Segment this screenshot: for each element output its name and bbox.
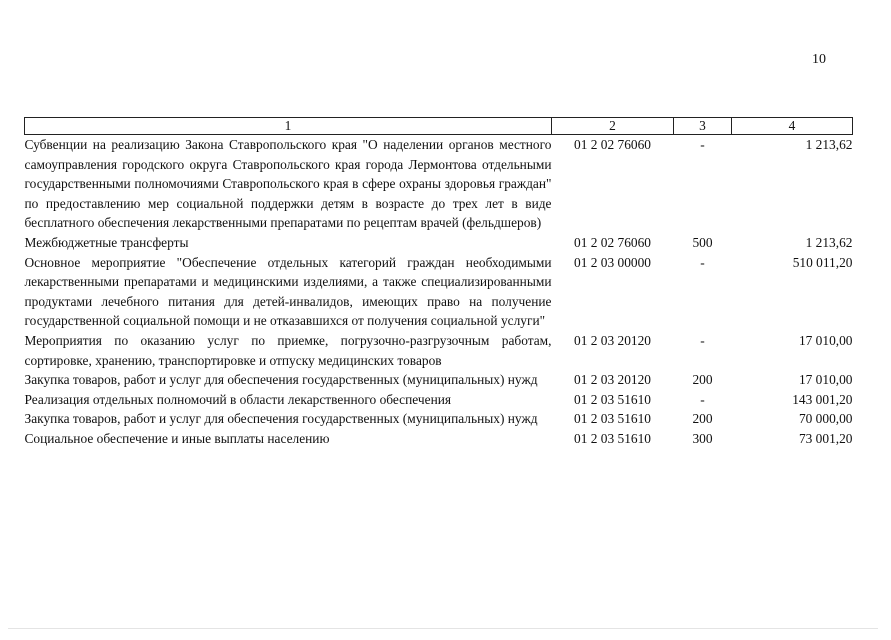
row-code: 01 2 03 51610	[574, 411, 651, 427]
column-header-4: 4	[732, 118, 853, 135]
row-code: 01 2 03 00000	[574, 254, 651, 270]
scan-edge-line	[8, 628, 878, 629]
row-amount: 70 000,00	[798, 411, 853, 427]
row-name: Реализация отдельных полномочий в области лекарственного обеспечения	[24, 391, 452, 407]
row-name: Основное мероприятие "Обеспечение отдельных категорий граждан необходимыми лекарственными препаратами и медицинскими изделиями, а также специализированными продуктами лечебного питания для детей-инвалидов, имеющих право на получение государственной социальной помощи и не отказавшихся от получения социальной услуги"	[24, 254, 552, 329]
table-row	[25, 233, 853, 253]
table-row	[25, 253, 853, 331]
row-type: -	[700, 391, 705, 407]
row-name: Закупка товаров, работ и услуг для обеспечения государственных (муниципальных) нужд	[24, 372, 538, 388]
table-row	[25, 370, 853, 390]
table-row	[25, 390, 853, 410]
table-header	[25, 118, 853, 135]
row-type: -	[700, 254, 705, 270]
row-type: 200	[692, 372, 713, 388]
row-name: Мероприятия по оказанию услуг по приемке, погрузочно-разгрузочным работам, сортировке, хранению, транспортировке и отпуску медицинских товаров	[24, 332, 552, 368]
table-row	[25, 429, 853, 449]
row-code: 01 2 03 20120	[574, 332, 651, 348]
row-amount: 1 213,62	[805, 234, 853, 250]
row-code: 01 2 02 76060	[574, 137, 651, 152]
table-row	[25, 331, 853, 370]
column-header-2: 2	[552, 118, 674, 135]
row-name: Субвенции на реализацию Закона Ставропольского края "О наделении органов местного самоуправления городского округа Ставропольского края города Лермонтова отдельными государственными полномочиями Ставропольского края в сфере охраны здоровья граждан" по предоставлению мер социальной поддержки детям в возрасте до трех лет в виде бесплатного обеспечения лекарственными препаратами по рецептам врачей (фельдшеров)	[24, 137, 552, 231]
row-amount: 17 010,00	[798, 372, 853, 388]
row-code: 01 2 03 51610	[574, 430, 651, 446]
row-type: -	[700, 332, 705, 348]
row-amount: 1 213,62	[805, 137, 853, 152]
row-amount: 143 001,20	[792, 391, 853, 407]
row-amount: 73 001,20	[798, 430, 853, 446]
row-amount: 17 010,00	[798, 332, 853, 348]
row-amount: 510 011,20	[792, 254, 853, 270]
row-code: 01 2 02 76060	[574, 234, 651, 250]
row-type: 300	[692, 430, 713, 446]
column-header-3: 3	[674, 118, 732, 135]
row-code: 01 2 03 20120	[574, 372, 651, 388]
row-type: -	[700, 137, 705, 152]
budget-table	[24, 117, 853, 449]
table-row	[25, 135, 853, 233]
row-type: 200	[692, 411, 713, 427]
row-name: Закупка товаров, работ и услуг для обеспечения государственных (муниципальных) нужд	[24, 411, 538, 427]
row-name: Межбюджетные трансферты	[24, 234, 189, 250]
page-number: 10	[812, 52, 826, 67]
row-name: Социальное обеспечение и иные выплаты населению	[24, 430, 330, 446]
row-code: 01 2 03 51610	[574, 391, 651, 407]
column-header-1: 1	[25, 118, 552, 135]
row-type: 500	[692, 234, 713, 250]
table-row	[25, 409, 853, 429]
